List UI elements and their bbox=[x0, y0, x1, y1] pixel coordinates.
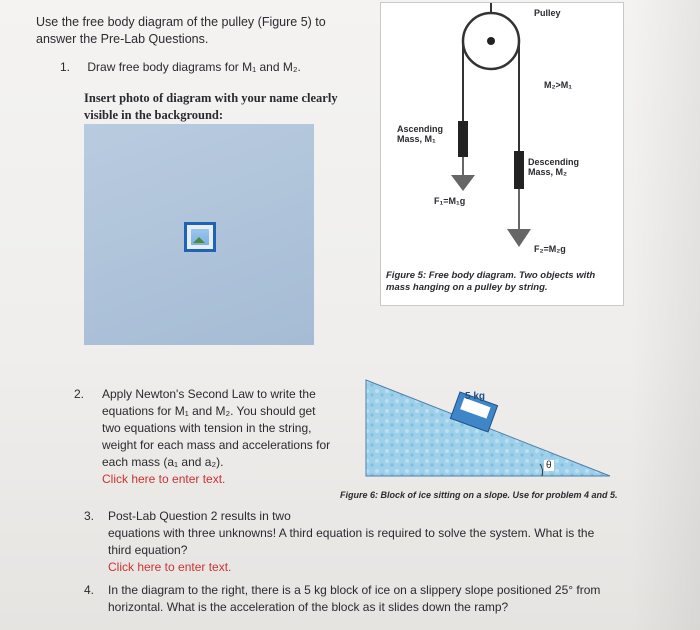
question-2-number: 2. bbox=[74, 387, 85, 401]
mass-ratio-label: M₂>M₁ bbox=[544, 80, 572, 90]
pulley-label: Pulley bbox=[534, 8, 561, 18]
force-arrow-f1-head bbox=[451, 175, 475, 191]
pulley-axle bbox=[487, 37, 495, 45]
question-4-number: 4. bbox=[84, 583, 95, 597]
mass-m2 bbox=[514, 151, 524, 189]
angle-theta-label: θ bbox=[546, 460, 552, 471]
figure-5-pulley-diagram bbox=[380, 2, 624, 306]
question-2-answer-field[interactable]: Click here to enter text. bbox=[102, 472, 226, 486]
photo-shading bbox=[630, 0, 700, 630]
pulley-diagram-svg bbox=[381, 3, 623, 305]
intro-line-2: answer the Pre-Lab Questions. bbox=[36, 32, 209, 46]
force-f2-label: F₂=M₂g bbox=[534, 244, 566, 254]
question-3: 3. Post-Lab Question 2 results in two equations with three unknowns! A third equation is required to solve the system. What is the third equation? Click here to enter text. bbox=[74, 508, 604, 576]
image-placeholder-icon[interactable] bbox=[184, 222, 216, 252]
question-3-number: 3. bbox=[84, 509, 95, 523]
question-3-answer-field[interactable]: Click here to enter text. bbox=[108, 560, 232, 574]
question-1-number: 1. bbox=[60, 60, 71, 74]
mass-m1 bbox=[458, 121, 468, 157]
force-f1-label: F₁=M₁g bbox=[434, 196, 466, 206]
insert-photo-line-2: visible in the background: bbox=[84, 108, 224, 122]
intro-line-1: Use the free body diagram of the pulley (Figure 5) to bbox=[36, 15, 326, 29]
descending-mass-label: Descending Mass, M₂ bbox=[528, 157, 580, 177]
figure-5-caption: Figure 5: Free body diagram. Two objects with mass hanging on a pulley by string. bbox=[386, 270, 596, 293]
intro-text bbox=[36, 14, 346, 48]
force-arrow-f2-head bbox=[507, 229, 531, 247]
question-1 bbox=[60, 60, 301, 74]
question-4: 4. In the diagram to the right, there is a 5 kg block of ice on a slippery slope positioned 25° from horizontal. What is the acceleration of the block as it slides down the ramp? bbox=[84, 583, 601, 614]
figure-6-slope-diagram bbox=[364, 378, 612, 478]
ascending-mass-label: Ascending Mass, M₁ bbox=[397, 124, 444, 144]
insert-photo-instruction bbox=[84, 90, 364, 124]
figure-6-caption: Figure 6: Block of ice sitting on a slope. Use for problem 4 and 5. bbox=[340, 490, 618, 500]
block-mass-label: 5 kg bbox=[465, 391, 486, 402]
question-1-text: Draw free body diagrams for M₁ and M₂. bbox=[87, 60, 301, 74]
insert-photo-line-1: Insert photo of diagram with your name clearly bbox=[84, 91, 338, 105]
slope-diagram-svg bbox=[364, 378, 612, 478]
question-2: 2. Apply Newton's Second Law to write the equations for M₁ and M₂. You should get two equations with tension in the string, weight for each mass and accelerations for each mass (a₁ and a₂). Click here to enter text. bbox=[74, 386, 344, 488]
